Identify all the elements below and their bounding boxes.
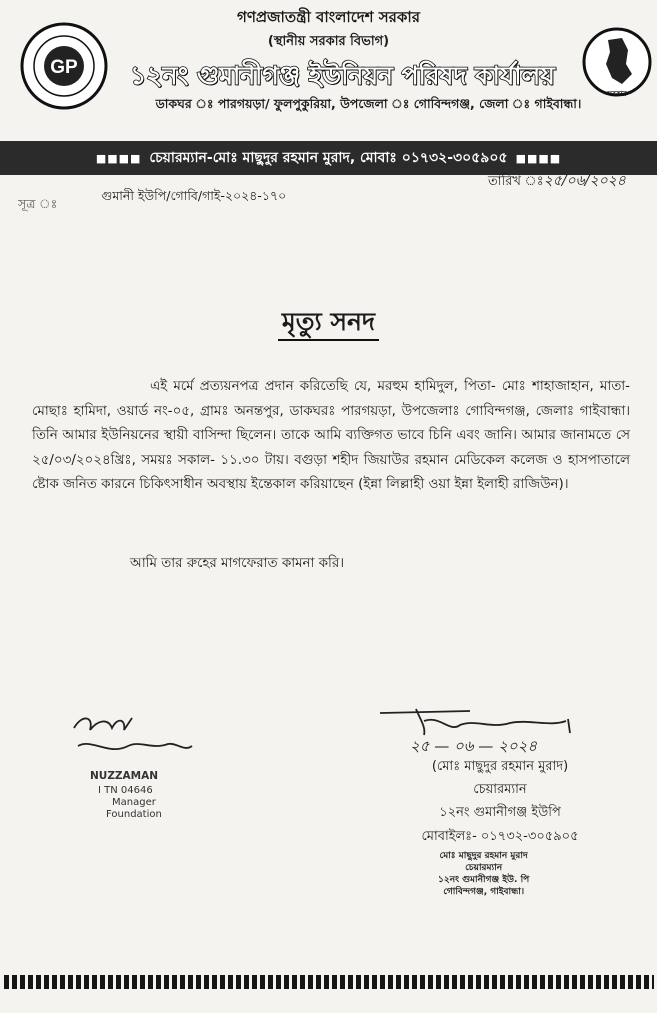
footer-decoration-bar: [4, 975, 654, 989]
banner-text: চেয়ারম্যান-মোঃ মাছুদুর রহমান মুরাদ, মোবাঃ ০১৭৩২-৩০৫৯০৫: [149, 150, 508, 166]
reference-line: [18, 188, 287, 211]
certificate-body: এই মর্মে প্রত্যয়নপত্র প্রদান করিতেছি যে, মরহুম হামিদুল, পিতা- মোঃ শাহাজাহান, মাতা- মোছাঃ হামিদা, ওয়ার্ড নং-০৫, গ্রামঃ অনন্তপুর, ডাকঘরঃ পারগয়ড়া, উপজেলাঃ গোবিন্দগঞ্জ, জেলাঃ গাইবান্ধা। তিনি আমার ইউনিয়নের স্থায়ী বাসিন্দা ছিলেন। তাকে আমি ব্যক্তিগত ভাবে চিনি এবং জানি। আমার জানামতে সে ২৫/০৩/২০২৪খ্রিঃ, সময়ঃ সকাল- ১১.৩০ টায়। বগুড়া শহীদ জিয়াউর রহমান মেডিকেল কলেজ ও হাসপাতালে ষ্টোক জনিত কারনে চিকিৎসাধীন অবস্থায় ইন্তেকাল করিয়াছেন (ইন্না লিল্লাহী ওয়া ইন্না ইলাহী রাজিউন)।: [32, 379, 630, 492]
date-line: [488, 169, 626, 193]
banner-decoration-left: ■■■■: [95, 151, 142, 165]
left-signer-org: Foundation: [106, 809, 162, 820]
office-name: ১২নং গুমানীগঞ্জ ইউনিয়ন পরিষদ কার্যালয়: [130, 61, 555, 90]
left-signature-scribble: [68, 708, 218, 770]
banner-decoration-right: ■■■■: [515, 151, 562, 165]
left-signature-block: [68, 708, 268, 828]
reference-label: সূত্র ঃ: [18, 196, 58, 211]
left-signer-id: I TN 04646: [98, 785, 153, 796]
reference-number: গুমানী ইউপি/গোবি/গাই-২০২৪-১৭০: [101, 188, 287, 203]
logo-text: GP: [50, 57, 78, 78]
date-label: তারিখ ঃ: [488, 174, 544, 189]
signature-date: ২৫ — ০৬ — ২০২৪: [410, 737, 538, 755]
date-value: ২৫/০৬/২০২৪: [543, 173, 626, 189]
left-signer-role: Manager: [112, 797, 156, 808]
stamp-line: গোবিন্দগঞ্জ, গাইবান্ধা।: [443, 887, 525, 897]
stamp-line: মোঃ মাছুদুর রহমান মুরাদ: [439, 851, 528, 861]
government-name: গণপ্রজাতন্ত্রী বাংলাদেশ সরকার: [237, 8, 420, 26]
document-title: মৃত্যু সনদ: [0, 302, 657, 345]
right-signature-scribble: [380, 705, 590, 739]
chairman-mobile: মোবাইলঃ- ০১৭৩২-৩০৫৯০৫: [421, 829, 579, 844]
stamp-line: ১২নং গুমানীগঞ্জ ইউ. পি: [438, 875, 530, 885]
office-address: ডাকঘর ঃ পারগয়ড়া/ ফুলপুকুরিয়া, উপজেলা ঃ গোবিন্দগঞ্জ, জেলা ঃ গাইবান্ধা।: [155, 96, 582, 111]
department-name: (স্থানীয় সরকার বিভাগ): [267, 34, 390, 49]
chairman-union: ১২নং গুমানীগঞ্জ ইউপি: [439, 805, 561, 820]
right-signature-block: [380, 705, 640, 844]
stamp-line: চেয়ারম্যান: [465, 863, 503, 873]
chairman-name: (মোঃ মাছুদুর রহমান মুরাদ): [431, 759, 569, 774]
left-signer-name: NUZZAMAN: [90, 770, 159, 782]
chairman-title: চেয়ারম্যান: [473, 782, 527, 797]
seal-text: সরকার: [607, 90, 627, 98]
prayer-line: আমি তার রুহের মাগফেরাত কামনা করি।: [130, 556, 344, 571]
chairman-stamp: [438, 850, 529, 898]
